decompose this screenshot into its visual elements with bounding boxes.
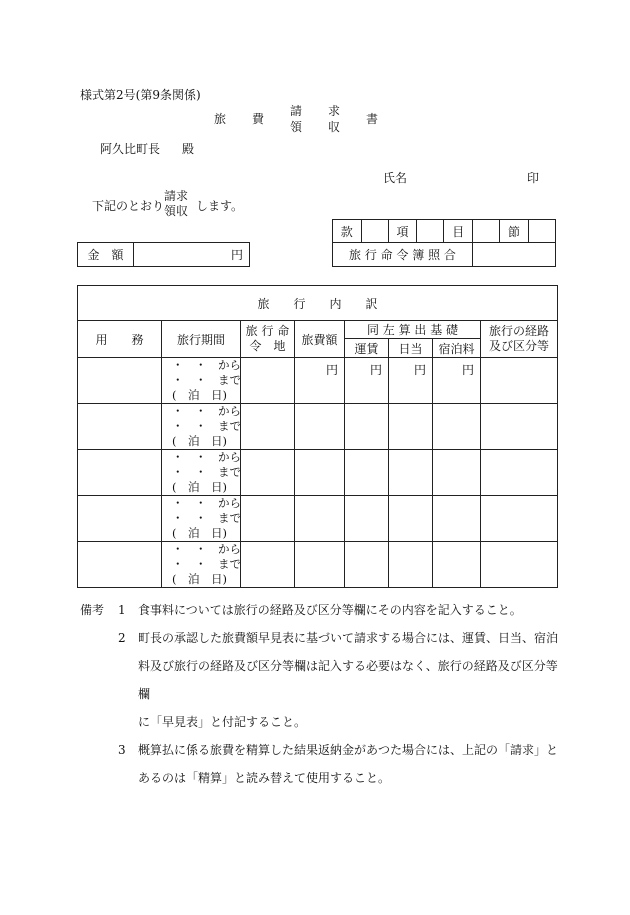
seal-mark: 印 (527, 171, 540, 185)
fare-cell[interactable] (345, 450, 389, 496)
title-seikyu-char1: 請 (290, 104, 303, 118)
title-ryoshu-char2: 収 (328, 120, 341, 134)
note-text: 料及び旅行の経路及び区分等欄は記入する必要はなく、旅行の経路及び区分等欄 (138, 659, 558, 701)
destination-cell[interactable] (241, 358, 295, 404)
lodging-cell[interactable] (433, 542, 481, 588)
yen-unit: 円 (413, 363, 426, 377)
travel-cost-cell[interactable] (295, 542, 345, 588)
header-purpose: 用 務 (78, 321, 162, 358)
header-destination-line2: 令 地 (249, 339, 286, 353)
fare-cell[interactable] (345, 542, 389, 588)
budget-ko-label: 項 (388, 220, 417, 243)
intro-seikyu: 請求 (164, 189, 189, 203)
header-basis-group: 同 左 算 出 基 礎 (345, 321, 481, 339)
period-to: ・ ・ まで (172, 465, 241, 479)
period-cell[interactable] (162, 358, 241, 404)
daily-cell[interactable] (389, 542, 433, 588)
purpose-cell[interactable] (78, 358, 162, 404)
travel-cost-cell[interactable] (295, 496, 345, 542)
table-row (78, 450, 558, 496)
yen-unit: 円 (325, 363, 338, 377)
header-route-line2: 及び区分等 (489, 339, 550, 353)
destination-cell[interactable] (241, 542, 295, 588)
purpose-cell[interactable] (78, 404, 162, 450)
title-char-sho: 書 (366, 112, 379, 126)
daily-cell[interactable] (389, 358, 433, 404)
header-route (481, 321, 558, 358)
note-number: 2 (118, 631, 126, 645)
budget-moku-value[interactable] (473, 220, 500, 243)
ledger-check-value[interactable] (473, 243, 556, 267)
daily-cell[interactable] (389, 404, 433, 450)
destination-cell[interactable] (241, 450, 295, 496)
fare-cell[interactable] (345, 404, 389, 450)
period-from: ・ ・ から (172, 450, 241, 464)
amount-table (77, 242, 250, 267)
budget-table (332, 219, 556, 267)
note-text: 町長の承認した旅費額早見表に基づいて請求する場合には、運賃、日当、宿泊 (138, 631, 559, 645)
header-daily: 日当 (389, 339, 433, 358)
breakdown-table (77, 285, 558, 588)
note-text: 概算払に係る旅費を精算した結果返納金があつた場合には、上記の「請求」と (138, 743, 559, 757)
form-number: 様式第2号(第9条関係) (80, 88, 201, 102)
period-to: ・ ・ まで (172, 419, 241, 433)
period-cell[interactable] (162, 404, 241, 450)
lodging-cell[interactable] (433, 358, 481, 404)
travel-cost-cell[interactable] (295, 450, 345, 496)
travel-cost-cell[interactable] (295, 404, 345, 450)
period-cell[interactable] (162, 496, 241, 542)
intro-before: 下記のとおり (92, 199, 165, 213)
note-item-3 (80, 736, 560, 792)
table-row (78, 542, 558, 588)
notes-section (80, 596, 560, 792)
title-seikyu-char2: 求 (328, 104, 341, 118)
route-cell[interactable] (481, 358, 558, 404)
period-nights: ( 泊 日) (172, 434, 227, 448)
period-to: ・ ・ まで (172, 557, 241, 571)
table-row (78, 404, 558, 450)
period-nights: ( 泊 日) (172, 526, 227, 540)
daily-cell[interactable] (389, 496, 433, 542)
addressee: 阿久比町長 (100, 142, 161, 156)
note-item-2 (80, 624, 560, 736)
lodging-cell[interactable] (433, 450, 481, 496)
amount-label: 金 額 (78, 243, 134, 267)
purpose-cell[interactable] (78, 542, 162, 588)
daily-cell[interactable] (389, 450, 433, 496)
lodging-cell[interactable] (433, 496, 481, 542)
notes-heading: 備考 (80, 603, 105, 617)
note-number: 1 (118, 603, 126, 617)
header-destination (241, 321, 295, 358)
note-text: に「早見表」と付記すること。 (138, 715, 307, 729)
note-text: あるのは「精算」と読み替えて使用すること。 (138, 771, 391, 785)
note-text: 食事料については旅行の経路及び区分等欄にその内容を記入すること。 (138, 603, 522, 617)
period-cell[interactable] (162, 450, 241, 496)
route-cell[interactable] (481, 450, 558, 496)
yen-unit: 円 (369, 363, 382, 377)
title-char-ryo: 旅 (214, 112, 227, 126)
lodging-cell[interactable] (433, 404, 481, 450)
intro-ryoshu: 領収 (164, 204, 189, 218)
period-from: ・ ・ から (172, 542, 241, 556)
budget-kan-value[interactable] (361, 220, 388, 243)
route-cell[interactable] (481, 404, 558, 450)
title-ryoshu-char1: 領 (290, 120, 303, 134)
period-from: ・ ・ から (172, 496, 241, 510)
period-from: ・ ・ から (172, 404, 241, 418)
destination-cell[interactable] (241, 404, 295, 450)
period-cell[interactable] (162, 542, 241, 588)
amount-value[interactable] (134, 243, 250, 267)
name-label: 氏名 (383, 171, 408, 185)
intro-stack (164, 189, 188, 219)
route-cell[interactable] (481, 496, 558, 542)
header-lodging: 宿泊料 (433, 339, 481, 358)
purpose-cell[interactable] (78, 496, 162, 542)
header-period: 旅行期間 (162, 321, 241, 358)
amount-unit: 円 (230, 248, 243, 262)
header-fare: 運賃 (345, 339, 389, 358)
period-from: ・ ・ から (172, 358, 241, 372)
header-route-line1: 旅行の経路 (489, 324, 550, 338)
header-travel-cost: 旅費額 (295, 321, 345, 358)
route-cell[interactable] (481, 542, 558, 588)
table-row (78, 496, 558, 542)
table-row (78, 358, 558, 404)
breakdown-title: 旅 行 内 訳 (78, 286, 558, 321)
fare-cell[interactable] (345, 496, 389, 542)
period-nights: ( 泊 日) (172, 572, 227, 586)
period-to: ・ ・ まで (172, 373, 241, 387)
destination-cell[interactable] (241, 496, 295, 542)
budget-setsu-label: 節 (500, 220, 529, 243)
note-item-1 (80, 596, 560, 624)
travel-cost-cell[interactable] (295, 358, 345, 404)
purpose-cell[interactable] (78, 450, 162, 496)
intro-after: します。 (196, 199, 244, 213)
fare-cell[interactable] (345, 358, 389, 404)
addressee-suffix: 殿 (182, 142, 195, 156)
period-to: ・ ・ まで (172, 511, 241, 525)
budget-kan-label: 款 (333, 220, 362, 243)
header-destination-line1: 旅 行 命 (245, 324, 290, 338)
period-nights: ( 泊 日) (172, 388, 227, 402)
budget-setsu-value[interactable] (528, 220, 555, 243)
note-number: 3 (118, 743, 126, 757)
budget-ko-value[interactable] (417, 220, 444, 243)
yen-unit: 円 (461, 363, 474, 377)
title-char-hi: 費 (252, 112, 265, 126)
budget-moku-label: 目 (444, 220, 473, 243)
ledger-check-label: 旅 行 命 令 簿 照 合 (333, 243, 473, 267)
period-nights: ( 泊 日) (172, 480, 227, 494)
